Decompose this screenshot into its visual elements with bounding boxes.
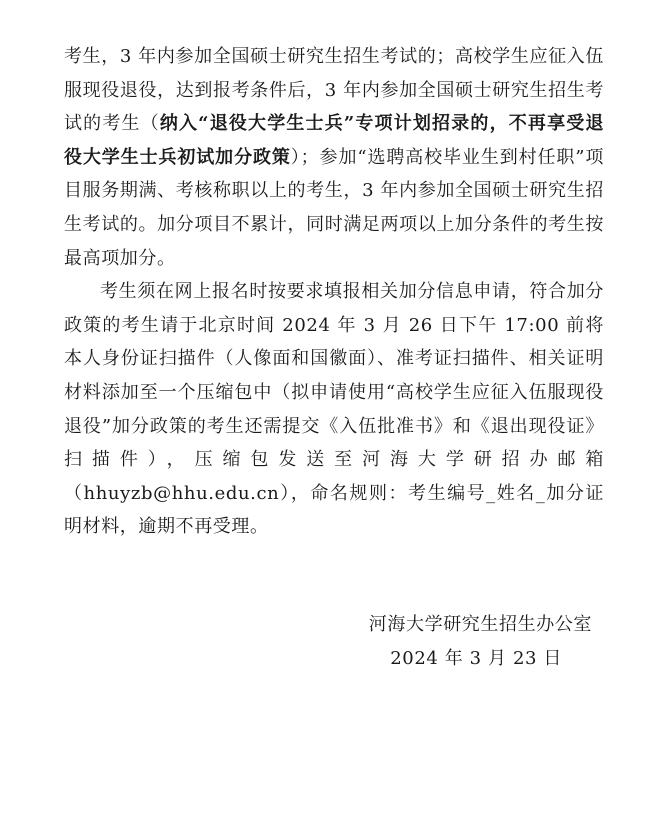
paragraph-eligibility-bold-note: 纳入“退役大学生士兵”专项计划招录的，不再享受退役大学生士兵初试加分政策 xyxy=(64,113,605,168)
document-body xyxy=(64,40,604,544)
signature-office: 河海大学研究生招生办公室 xyxy=(368,614,592,635)
paragraph-eligibility xyxy=(64,40,604,275)
paragraph-eligibility-text-1: 考生，3 年内参加全国硕士研究生招生考试的；高校学生应征入伍服现役退役，达到报考条件后，3 年内参加全国硕士研究生招生考试的考生（ xyxy=(64,46,604,135)
paragraph-application-instructions: 考生须在网上报名时按要求填报相关加分信息申请，符合加分政策的考生请于北京时间 2024 年 3 月 26 日下午 17:00 前将本人身份证扫描件（人像面和国徽面）、准考证扫描件、相关证明材料添加至一个压缩包中（拟申请使用“高校学生应征入伍服现役退役”加分政策的考生还需提交《入伍批准书》和《退出现役证》扫描件），压缩包发送至河海大学研招办邮箱（hhuyzb@hhu.edu.cn），命名规则：考生编号_姓名_加分证明材料，逾期不再受理。 xyxy=(64,281,604,538)
signature-date: 2024 年 3 月 23 日 xyxy=(390,648,562,669)
paragraph-eligibility-text-2: ）；参加“选聘高校毕业生到村任职”项目服务期满、考核称职以上的考生，3 年内参加全国硕士研究生招生考试的。加分项目不累计，同时满足两项以上加分条件的考生按最高项加分。 xyxy=(64,146,605,269)
signature-block xyxy=(369,608,592,676)
